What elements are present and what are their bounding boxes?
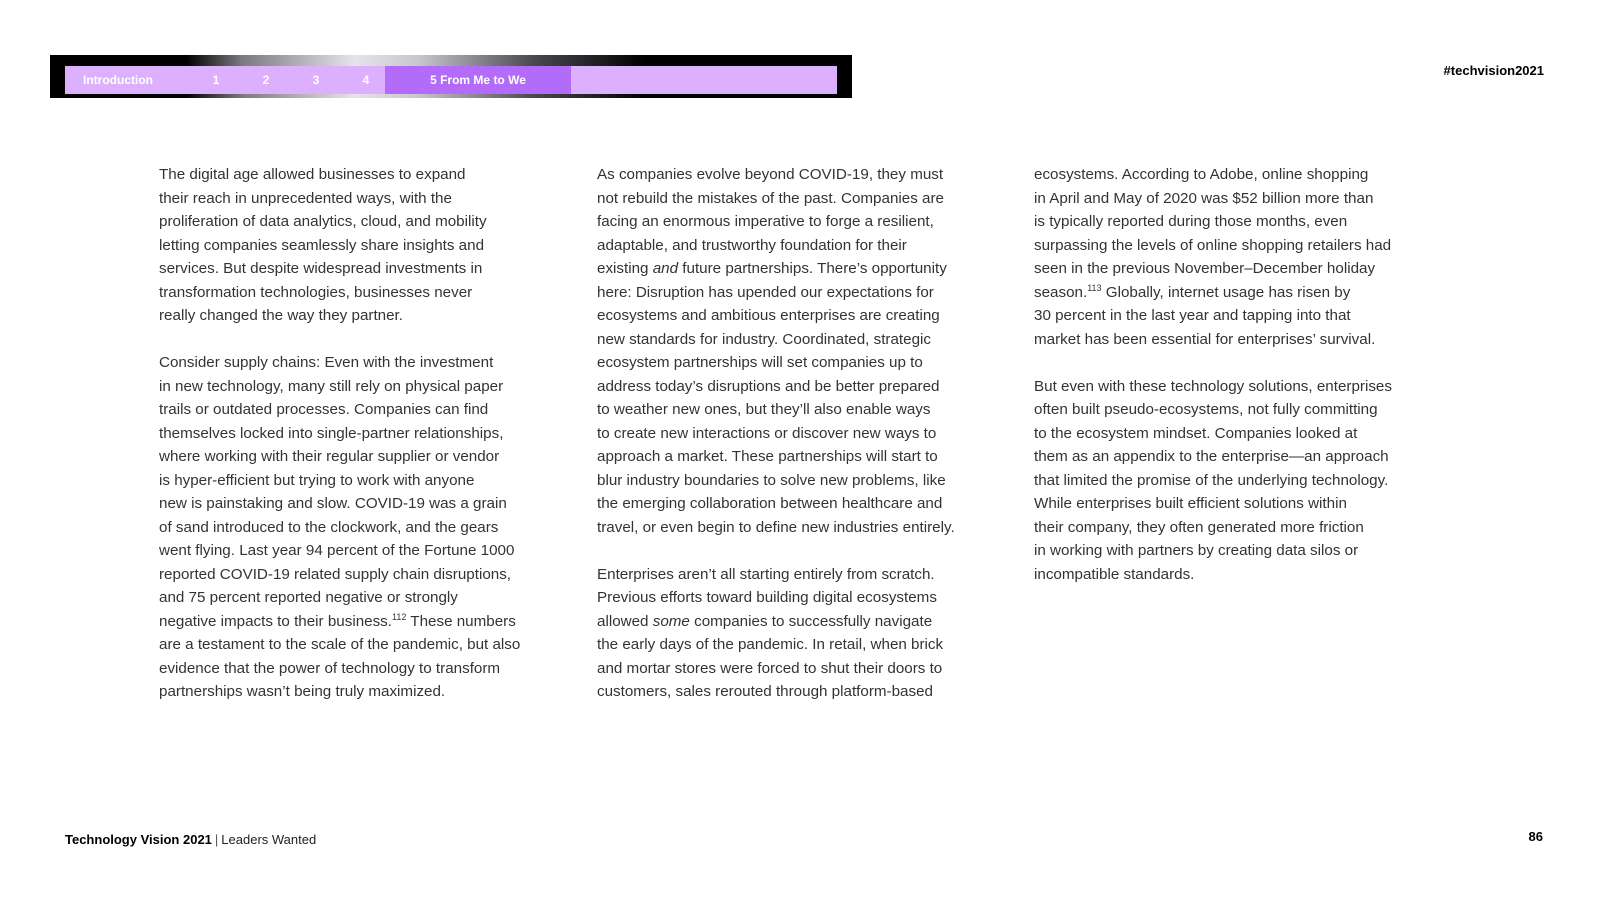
text-line: ecosystems and ambitious enterprises are creating <box>597 307 940 324</box>
text-line: address today’s disruptions and be better prepared <box>597 377 940 395</box>
text-line: facing an enormous imperative to forge a resilient, <box>597 213 934 230</box>
text-line: Previous efforts toward building digital ecosystems <box>597 589 937 606</box>
text-line: to weather new ones, but they’ll also enable ways <box>597 401 931 418</box>
text-line: The digital age allowed businesses to expand <box>159 166 466 183</box>
text-line: their company, they often generated more friction <box>1034 518 1364 536</box>
text-line: to the ecosystem mindset. Companies looked at <box>1034 424 1358 442</box>
text-run: Globally, internet usage has risen by <box>1101 283 1351 301</box>
text-line: incompatible standards. <box>1034 565 1195 583</box>
paragraph <box>159 351 579 704</box>
text-line <box>1034 281 1454 305</box>
text-run: negative impacts to their business. <box>159 612 392 630</box>
text-line: their reach in unprecedented ways, with the <box>159 189 452 207</box>
text-line: Consider supply chains: Even with the investment <box>159 354 494 371</box>
paragraph <box>1034 163 1454 351</box>
text-line: reported COVID-19 related supply chain disruptions, <box>159 565 512 583</box>
text-line: where working with their regular supplier or vendor <box>159 448 500 465</box>
text-line: new standards for industry. Coordinated, strategic <box>597 330 932 348</box>
text-line <box>597 257 1017 281</box>
text-column-3 <box>1034 163 1454 610</box>
text-line: trails or outdated processes. Companies can find <box>159 401 489 418</box>
tab-chapter-2[interactable]: 2 <box>262 73 270 87</box>
footer-separator: | <box>214 832 219 847</box>
text-line: transformation technologies, businesses never <box>159 283 473 301</box>
text-line: travel, or even begin to define new industries entirely. <box>597 518 955 536</box>
text-line: But even with these technology solutions, enterprises <box>1034 377 1392 395</box>
text-line: the emerging collaboration between healthcare and <box>597 495 943 512</box>
section-nav <box>50 55 852 98</box>
text-line: here: Disruption has upended our expectations for <box>597 283 934 301</box>
text-line: As companies evolve beyond COVID-19, they must <box>597 166 944 183</box>
paragraph <box>597 563 1017 704</box>
text-column-2 <box>597 163 1017 727</box>
text-column-1 <box>159 163 579 727</box>
paragraph <box>1034 375 1454 587</box>
text-line: not rebuild the mistakes of the past. Companies are <box>597 189 944 207</box>
footer-subtitle: Leaders Wanted <box>221 832 317 847</box>
hashtag: #techvision2021 <box>1443 63 1544 78</box>
emphasis-text: and <box>652 260 679 277</box>
text-line: While enterprises built efficient solutions within <box>1034 495 1347 512</box>
text-line: and 75 percent reported negative or strongly <box>159 589 458 606</box>
text-line: is typically reported during those months, even <box>1034 213 1348 230</box>
text-line: evidence that the power of technology to transform <box>159 659 501 677</box>
text-line: surpassing the levels of online shopping retailers had <box>1034 236 1392 254</box>
text-line: in new technology, many still rely on physical paper <box>159 377 504 395</box>
text-run: companies to successfully navigate <box>689 612 933 630</box>
footnote-ref-113[interactable]: 113 <box>1087 282 1102 293</box>
text-line: adaptable, and trustworthy foundation for their <box>597 236 907 254</box>
text-line: letting companies seamlessly share insights and <box>159 236 485 254</box>
text-line: services. But despite widespread investments in <box>159 260 483 277</box>
text-line: often built pseudo-ecosystems, not fully committing <box>1034 401 1378 418</box>
text-line: in April and May of 2020 was $52 billion more than <box>1034 189 1374 207</box>
emphasis-text: some <box>652 612 690 630</box>
text-line: is hyper-efficient but trying to work with anyone <box>159 471 475 489</box>
text-line <box>159 610 579 634</box>
footnote-ref-112[interactable]: 112 <box>392 611 407 622</box>
text-line: Enterprises aren’t all starting entirely from scratch. <box>597 565 935 583</box>
text-line: that limited the promise of the underlying technology. <box>1034 471 1389 489</box>
paragraph <box>597 163 1017 539</box>
tab-chapter-3[interactable]: 3 <box>312 73 320 87</box>
text-line: the early days of the pandemic. In retail, when brick <box>597 636 944 653</box>
tab-chapter-4[interactable]: 4 <box>362 73 370 87</box>
tab-chapter-5-active[interactable]: 5 From Me to We <box>385 66 571 94</box>
text-line: themselves locked into single-partner relationships, <box>159 424 504 442</box>
footer-title <box>65 832 316 847</box>
text-line: in working with partners by creating data silos or <box>1034 542 1359 559</box>
text-run: season. <box>1034 283 1088 301</box>
text-line: and mortar stores were forced to shut their doors to <box>597 659 943 677</box>
paragraph <box>159 163 579 328</box>
text-line: went flying. Last year 94 percent of the Fortune 1000 <box>159 542 515 559</box>
text-line: market has been essential for enterprises’ survival. <box>1034 330 1376 348</box>
text-run: allowed <box>597 612 653 630</box>
page-number: 86 <box>1528 829 1543 844</box>
text-line: to create new interactions or discover new ways to <box>597 424 937 442</box>
tab-introduction[interactable]: Introduction <box>83 73 153 87</box>
text-run: These numbers <box>406 612 516 630</box>
section-nav-bar <box>65 66 837 94</box>
text-line <box>597 610 1017 634</box>
text-line: approach a market. These partnerships will start to <box>597 448 938 465</box>
text-run: existing <box>597 260 653 277</box>
text-line: really changed the way they partner. <box>159 307 403 324</box>
text-line: seen in the previous November–December holiday <box>1034 260 1376 277</box>
text-line: them as an appendix to the enterprise—an approach <box>1034 448 1389 465</box>
footer-brand: Technology Vision 2021 <box>65 832 212 847</box>
text-line: blur industry boundaries to solve new problems, like <box>597 471 946 489</box>
text-run: future partnerships. There’s opportunity <box>678 260 947 277</box>
text-line: 30 percent in the last year and tapping into that <box>1034 307 1351 324</box>
text-line: customers, sales rerouted through platform-based <box>597 683 933 700</box>
text-line: ecosystems. According to Adobe, online shopping <box>1034 166 1369 183</box>
text-line: of sand introduced to the clockwork, and the gears <box>159 518 499 536</box>
text-line: ecosystem partnerships will set companies up to <box>597 354 923 371</box>
text-line: partnerships wasn’t being truly maximized. <box>159 683 446 700</box>
text-line: proliferation of data analytics, cloud, and mobility <box>159 213 487 230</box>
tab-chapter-1[interactable]: 1 <box>212 73 220 87</box>
text-line: are a testament to the scale of the pandemic, but also <box>159 636 521 653</box>
text-line: new is painstaking and slow. COVID-19 was a grain <box>159 495 507 512</box>
